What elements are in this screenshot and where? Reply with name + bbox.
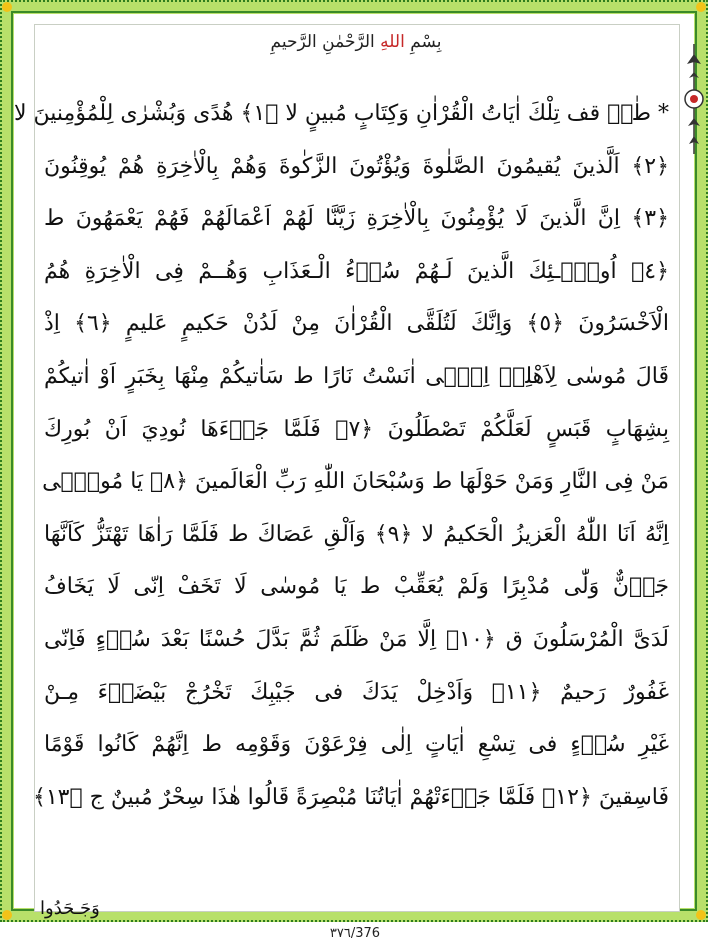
basmala-heading [34, 32, 678, 52]
corner-ornament-icon [2, 2, 12, 12]
quran-text-block [13, 88, 670, 824]
text-line: لَدَىَّ الْمُرْسَلُونَ ق ﴿١٠﴾ اِلَّا مَنْ ظَلَمَ ثُمَّ بَدَّلَ حُسْنًا بَعْدَ سُوۤءٍ فَاِنّى [44, 626, 669, 652]
text-line: الْاَخْسَرُونَ ﴿٥﴾ وَاِنَّكَ لَتُلَقَّى الْقُرْاٰنَ مِنْ لَدُنْ حَكيمٍ عَليمٍ ﴿٦﴾ اِذْ [44, 311, 670, 337]
text-line: ﴿٤﴾ اُولٰۤـئِكَ الَّذينَ لَـهُمْ سُوۤءُ الْـعَذَابِ وَهُــمْ فِى الْاٰخِرَةِ هُمُ [44, 258, 669, 284]
basmala-part1: بِسْمِ [410, 32, 442, 52]
text-line: ﴿٢﴾ اَلَّذينَ يُقيمُونَ الصَّلٰوةَ وَيُؤْتُونَ الزَّكٰوةَ وَهُمْ بِالْاٰخِرَةِ هُمْ يُوقِنُونَ [44, 153, 669, 179]
text-line: اِنَّهُ اَنَا اللّٰهُ الْعَزيزُ الْحَكيمُ لا ﴿٩﴾ وَاَلْقِ عَصَاكَ ط فَلَمَّا رَاٰهَا تَهْتَزُّ كَاَنَّهَا [44, 521, 669, 547]
page-number: ٣٧٦/376 [329, 926, 381, 941]
text-line: بِشِهَابٍ قَبَسٍ لَعَلَّكُمْ تَصْطَلُونَ ﴿٧﴾ فَلَمَّا جَاۤءَهَا نُودِيَ اَنْ بُورِكَ [44, 416, 669, 442]
text-line: مَنْ فِى النَّارِ وَمَنْ حَوْلَهَا ط وَسُبْحَانَ اللّٰهِ رَبِّ الْعَالَمينَ ﴿٨﴾ يَا مُوسٰۤى [42, 469, 669, 495]
text-line: فَاسِقينَ ﴿١٢﴾ فَلَمَّا جَاۤءَتْهُمْ اٰيَاتُنَا مُبْصِرَةً قَالُوا هٰذَا سِحْرٌ مُبينٌ ج ﴿١٣﴾ [32, 784, 669, 810]
text-line: ﴿٣﴾ اِنَّ الَّذينَ لَا يُؤْمِنُونَ بِالْاٰخِرَةِ زَيَّنَّا لَهُمْ اَعْمَالَهُمْ فَهُمْ يَعْمَهُونَ ط [44, 206, 669, 232]
hizb-marker-icon [683, 44, 705, 154]
corner-ornament-icon [696, 910, 706, 920]
text-line: قَالَ مُوسٰى لِاَهْلِهۤ اِنّۤى اٰنَسْتُ نَارًا ط سَاٰتيكُمْ مِنْهَا بِخَبَرٍ اَوْ اٰتيكُمْ [44, 363, 669, 389]
corner-ornament-icon [696, 2, 706, 12]
text-line: * طٰسۤ قف تِلْكَ اٰيَاتُ الْقُرْاٰنِ وَكِتَابٍ مُبينٍ لا ﴿١﴾ هُدًى وَبُشْرٰى لِلْمُؤْمِنينَ لا [13, 101, 669, 126]
text-line: جَاۤنٌّ وَلّٰى مُدْبِرًا وَلَمْ يُعَقِّبْ ط يَا مُوسٰى لَا تَخَفْ اِنّى لَا يَخَافُ [44, 574, 669, 600]
basmala-allah: اللهِ [380, 32, 405, 52]
corner-ornament-icon [2, 910, 12, 920]
text-line: غَفُورٌ رَحيمٌ ﴿١١﴾ وَاَدْخِلْ يَدَكَ فى جَيْبِكَ تَخْرُجْ بَيْضَاۤءَ مِـنْ [44, 679, 669, 705]
text-line: غَيْرِ سُوۤءٍ فى تِسْعِ اٰيَاتٍ اِلٰى فِرْعَوْنَ وَقَوْمِه ط اِنَّهُمْ كَانُوا قَوْمًا [44, 732, 669, 758]
basmala-part2: الرَّحْمٰنِ الرَّحيمِ [270, 32, 375, 52]
catchword: وَجَـحَدُوا [40, 898, 100, 919]
